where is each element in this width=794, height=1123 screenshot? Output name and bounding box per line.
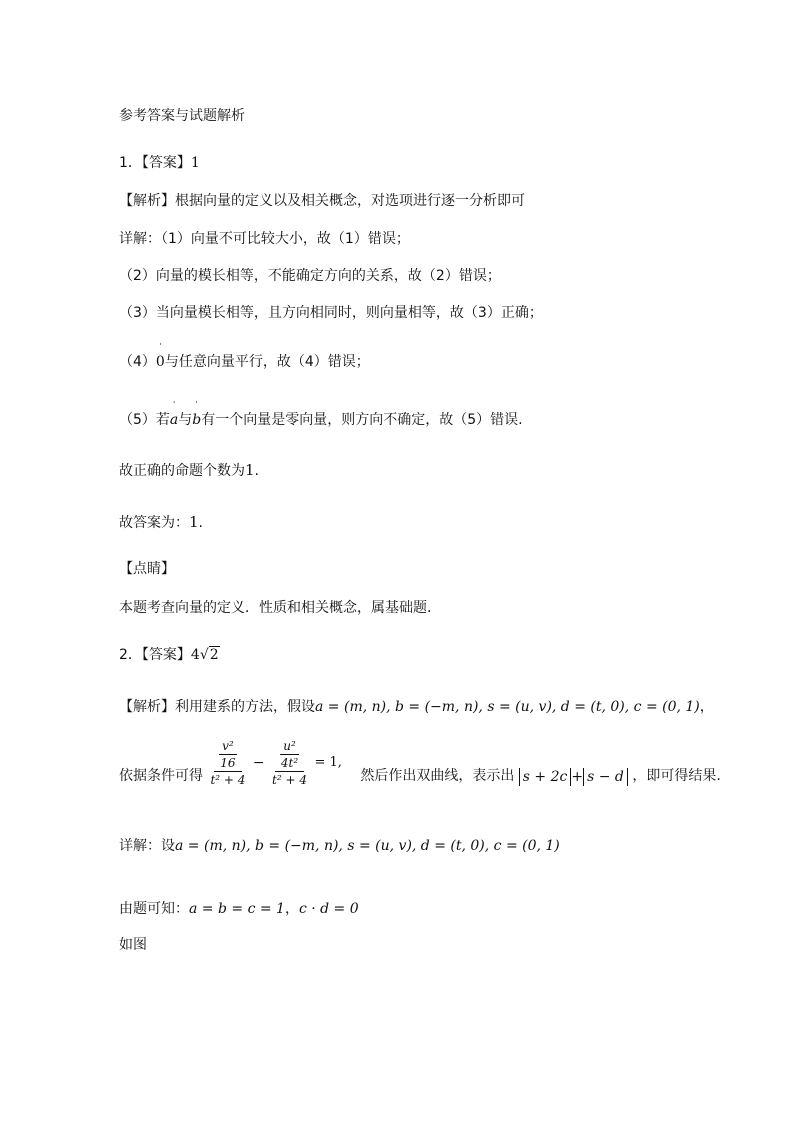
vector-a-symbol: ˈ a (169, 400, 179, 428)
q1-final-answer: 故答案为：1. (119, 513, 203, 531)
vector-arrow-icon: ˈ (172, 400, 176, 409)
q2-abs-expression: s + 2c + s − d (519, 768, 628, 786)
q1-item5-text: 有一个向量是零向量，则方向不确定，故（5）错误. (201, 412, 523, 428)
q1-comment-tag: 【点睛】 (119, 561, 175, 577)
q1-answer-line (119, 153, 200, 173)
q2-known-eq: a = b = c = 1 (189, 901, 285, 917)
q1-conclusion: 故正确的命题个数为1. (119, 461, 259, 479)
q1-detail-prefix: 详解： (119, 231, 161, 247)
q2-analysis-line: 【解析】利用建系的方法，假设a = (m, n), b = (−m, n), s = (u, v), d = (t, 0), c = (0, 1)， (119, 699, 714, 715)
q1-answer-tag: 【答案】 (141, 155, 191, 171)
vector-b-symbol: ˈ b (192, 400, 202, 428)
q1-analysis-tag: 【解析】 (119, 193, 175, 209)
q2-answer-line: 2．【答案】4√2 (119, 647, 219, 663)
q1-analysis-text: 根据向量的定义以及相关概念，对选项进行逐一分析即可 (175, 193, 525, 209)
q2-detail-vectors: a = (m, n), b = (−m, n), s = (u, v), d = (t, 0), c = (0, 1) (175, 838, 560, 854)
q1-item4-text: 与任意向量平行，故（4）错误； (164, 354, 370, 370)
q1-item-3: （3）当向量模长相等，且方向相同时，则向量相等，故（3）正确； (119, 305, 543, 321)
q1-item-2: （2）向量的模长相等，不能确定方向的关系，故（2）错误； (119, 268, 501, 284)
q2-detail-line: 详解：设a = (m, n), b = (−m, n), s = (u, v), d = (t, 0), c = (0, 1) (119, 838, 560, 854)
page-title: 参考答案与试题解析 (119, 108, 245, 124)
sqrt-icon: √ (199, 647, 209, 663)
q1-item5-mid: 与 (178, 412, 193, 428)
q2-answer-value: 4√2 (190, 647, 219, 663)
q1-number: 1． (119, 155, 142, 171)
q1-detail-line (119, 229, 410, 249)
q1-item5-prefix: （5）若 (119, 412, 170, 428)
q2-known-dot: c · d = 0 (298, 901, 359, 917)
q1-comment-text: 本题考查向量的定义．性质和相关概念，属基础题. (119, 600, 432, 616)
q1-item-5 (119, 400, 523, 430)
q2-figure-label: 如图 (119, 937, 147, 953)
zero-vector-symbol: ˈ 0 (155, 342, 165, 370)
q1-item-1: （1）向量不可比较大小，故（1）错误； (161, 231, 410, 247)
q1-answer-value: 1 (190, 155, 200, 171)
q1-item-4 (119, 342, 370, 372)
q2-known-line: 由题可知：a = b = c = 1，c · d = 0 (119, 901, 359, 917)
vector-arrow-icon: ˈ (159, 342, 162, 351)
vector-arrow-icon: ˈ (195, 400, 198, 409)
q2-vector-set: a = (m, n), b = (−m, n), s = (u, v), d = (t, 0), c = (0, 1) (315, 699, 700, 715)
fraction-1: $\frac{\frac{\text{v²}}{16}}{\text{t² + 4}}$ (210, 739, 246, 787)
q2-condition-line: 依据条件可得 $\frac{\frac{\text{v²}}{16}}{\text{t² + 4}}$ − $\frac{\frac{\text{u²}}{\text{4t²}}}{\text{t² + 4}}$ = 1, 然后作出双曲线，表示出 s + 2c + s − d ，即可得结果. (119, 739, 721, 787)
q1-analysis-line (119, 191, 525, 211)
fraction-2: $\frac{\frac{\text{u²}}{\text{4t²}}}{\text{t² + 4}}$ (272, 739, 307, 787)
q1-item4-prefix: （4） (119, 354, 156, 370)
